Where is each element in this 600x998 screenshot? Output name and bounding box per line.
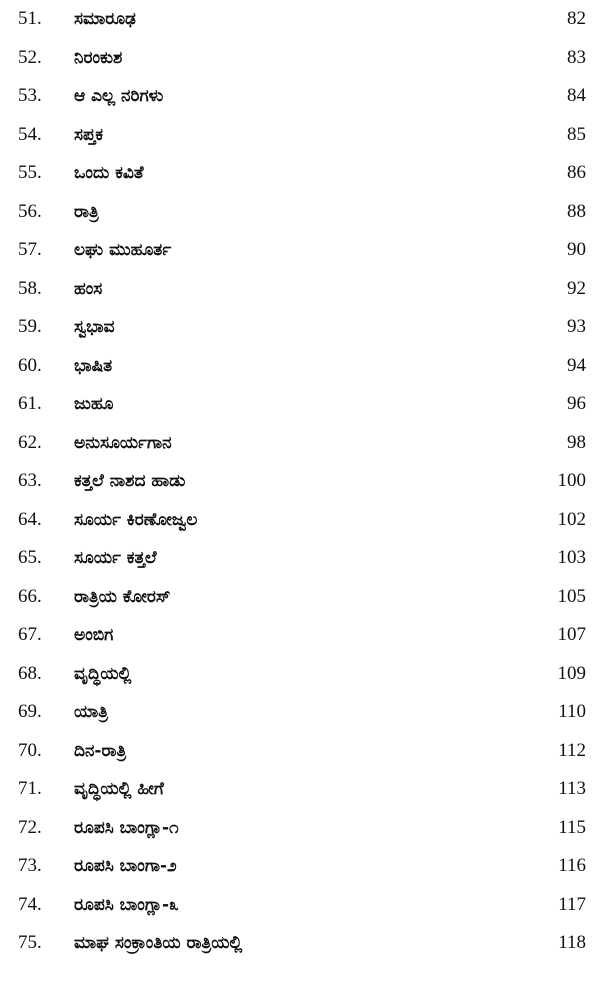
entry-number: 69. bbox=[18, 701, 42, 722]
entry-title: ಸಮಾರೂಢ bbox=[74, 9, 136, 29]
entry-page-number: 84 bbox=[567, 85, 586, 106]
entry-page-number: 93 bbox=[567, 316, 586, 337]
entry-title: ಭಾಷಿತ bbox=[74, 355, 113, 376]
entry-title: ದಿನ-ರಾತ್ರಿ bbox=[74, 740, 127, 761]
toc-entry bbox=[0, 274, 600, 304]
toc-entry bbox=[0, 120, 600, 150]
toc-entry bbox=[0, 235, 600, 265]
entry-page-number: 98 bbox=[567, 431, 586, 453]
entry-number: 56. bbox=[18, 200, 42, 222]
entry-page-number: 83 bbox=[567, 46, 586, 68]
entry-title: ಸೂರ್ಯ ಕಿರಣೋಜ್ವಲ bbox=[74, 509, 198, 530]
entry-page-number: 105 bbox=[557, 585, 586, 607]
toc-entry bbox=[0, 351, 600, 381]
entry-number: 63. bbox=[18, 470, 42, 491]
entry-page-number: 112 bbox=[558, 739, 586, 761]
toc-entry bbox=[0, 659, 600, 689]
entry-title: ಜುಹೂ bbox=[74, 394, 114, 414]
entry-number: 57. bbox=[18, 239, 42, 260]
entry-number: 65. bbox=[18, 547, 42, 568]
toc-entry bbox=[0, 851, 600, 881]
entry-page-number: 92 bbox=[567, 277, 586, 299]
toc-entry bbox=[0, 813, 600, 843]
entry-page-number: 88 bbox=[567, 200, 586, 222]
entry-title: ರೂಪಸಿ ಬಾಂಗ್ಲಾ-೩ bbox=[74, 894, 179, 915]
entry-number: 70. bbox=[18, 739, 42, 761]
entry-page-number: 100 bbox=[557, 470, 586, 491]
toc-entry bbox=[0, 505, 600, 535]
toc-entry bbox=[0, 428, 600, 458]
toc-entry bbox=[0, 736, 600, 766]
entry-number: 60. bbox=[18, 354, 42, 376]
entry-number: 72. bbox=[18, 816, 42, 838]
toc-entry bbox=[0, 466, 600, 496]
entry-title: ಮಾಘ ಸಂಕ್ರಾಂತಿಯ ರಾತ್ರಿಯಲ್ಲಿ bbox=[74, 933, 243, 953]
toc-entry bbox=[0, 620, 600, 650]
toc-entry bbox=[0, 928, 600, 958]
toc-entry bbox=[0, 582, 600, 612]
entry-number: 53. bbox=[18, 85, 42, 106]
entry-title: ರೂಪಸಿ ಬಾಂಗ್ಲಾ-೧ bbox=[74, 817, 179, 838]
toc-entry bbox=[0, 43, 600, 73]
entry-title: ವೃದ್ಧಿಯಲ್ಲಿ bbox=[74, 663, 132, 684]
entry-page-number: 102 bbox=[557, 508, 586, 530]
toc-entry bbox=[0, 543, 600, 573]
entry-page-number: 109 bbox=[557, 662, 586, 684]
entry-title: ರಾತ್ರಿಯ ಕೋರಸ್ bbox=[74, 586, 171, 607]
entry-number: 68. bbox=[18, 662, 42, 684]
entry-title: ಆ ಎಲ್ಲ ನರಿಗಳು bbox=[74, 86, 164, 106]
entry-number: 52. bbox=[18, 46, 42, 68]
toc-entry bbox=[0, 697, 600, 727]
entry-title: ಸಪ್ತಕ bbox=[74, 124, 104, 145]
entry-page-number: 107 bbox=[557, 624, 586, 645]
entry-page-number: 115 bbox=[558, 816, 586, 838]
entry-number: 55. bbox=[18, 162, 42, 183]
entry-title: ಒಂದು ಕವಿತೆ bbox=[74, 163, 144, 183]
entry-page-number: 85 bbox=[567, 123, 586, 145]
entry-page-number: 103 bbox=[557, 547, 586, 568]
entry-number: 51. bbox=[18, 8, 42, 29]
entry-title: ಅನುಸೂರ್ಯಗಾನ bbox=[74, 432, 172, 453]
entry-page-number: 116 bbox=[558, 855, 586, 876]
toc-entry bbox=[0, 389, 600, 419]
entry-number: 64. bbox=[18, 508, 42, 530]
entry-page-number: 96 bbox=[567, 393, 586, 414]
entry-page-number: 82 bbox=[567, 8, 586, 29]
entry-title: ರಾತ್ರಿ bbox=[74, 201, 99, 222]
toc-entry bbox=[0, 774, 600, 804]
toc-entry bbox=[0, 4, 600, 34]
toc-entry bbox=[0, 890, 600, 920]
toc-entry bbox=[0, 312, 600, 342]
entry-page-number: 117 bbox=[558, 893, 586, 915]
toc-entry bbox=[0, 197, 600, 227]
entry-title: ಯಾತ್ರಿ bbox=[74, 702, 108, 722]
entry-number: 62. bbox=[18, 431, 42, 453]
entry-number: 74. bbox=[18, 893, 42, 915]
entry-page-number: 90 bbox=[567, 239, 586, 260]
entry-number: 75. bbox=[18, 932, 42, 953]
entry-number: 66. bbox=[18, 585, 42, 607]
entry-title: ಲಘು ಮುಹೂರ್ತ bbox=[74, 240, 172, 260]
entry-number: 58. bbox=[18, 277, 42, 299]
entry-title: ಸ್ವಭಾವ bbox=[74, 317, 115, 337]
toc-entry bbox=[0, 158, 600, 188]
entry-number: 67. bbox=[18, 624, 42, 645]
entry-title: ಅಂಬಿಗ bbox=[74, 625, 114, 645]
entry-title: ನಿರಂಕುಶ bbox=[74, 47, 123, 68]
entry-page-number: 86 bbox=[567, 162, 586, 183]
entry-title: ಕತ್ತಲೆ ನಾಶದ ಹಾಡು bbox=[74, 471, 186, 491]
entry-number: 59. bbox=[18, 316, 42, 337]
entry-title: ವೃದ್ಧಿಯಲ್ಲಿ ಹೀಗೆ bbox=[74, 779, 164, 799]
entry-number: 71. bbox=[18, 778, 42, 799]
entry-title: ಹಂಸ bbox=[74, 278, 103, 299]
entry-page-number: 94 bbox=[567, 354, 586, 376]
entry-number: 61. bbox=[18, 393, 42, 414]
entry-title: ಸೂರ್ಯ ಕತ್ತಲೆ bbox=[74, 548, 157, 568]
entry-page-number: 110 bbox=[558, 701, 586, 722]
entry-page-number: 118 bbox=[558, 932, 586, 953]
entry-page-number: 113 bbox=[558, 778, 586, 799]
entry-title: ರೂಪಸಿ ಬಾಂಗಾ-೨ bbox=[74, 856, 177, 876]
entry-number: 54. bbox=[18, 123, 42, 145]
toc-entry bbox=[0, 81, 600, 111]
entry-number: 73. bbox=[18, 855, 42, 876]
